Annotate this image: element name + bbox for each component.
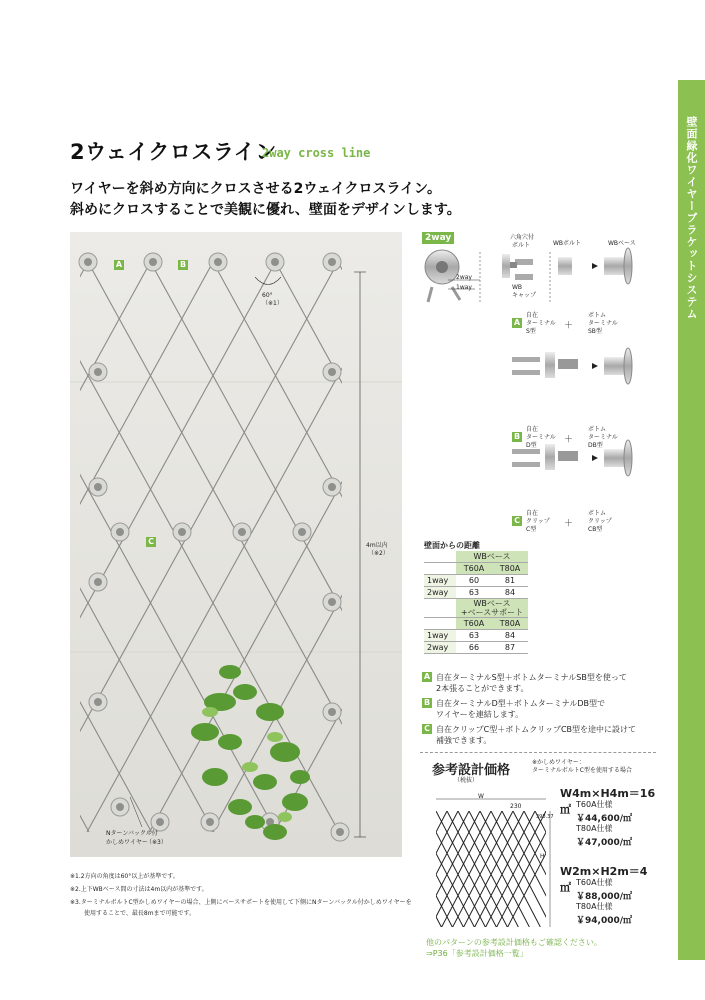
price-ref-1: 他のパターンの参考設計価格もご確認ください。 [426, 938, 602, 947]
part-c-left-3: C型 [526, 526, 537, 533]
wall-bolt [323, 593, 341, 611]
table-cell: 87 [492, 642, 528, 654]
wb-cap-label-1: WB [512, 284, 523, 291]
distance-group1: WBベース [456, 551, 528, 563]
price-size-1: W4m×H4m＝16㎡ [560, 787, 656, 816]
table-cell: 84 [492, 630, 528, 642]
group2-line2: +ベースサポート [460, 608, 524, 617]
part-b-left-2: ターミナル [526, 434, 556, 441]
lead-line-1: ワイヤーを斜め方向にクロスさせる2ウェイクロスライン。 [70, 181, 441, 197]
part-row-a-tag: A [513, 318, 521, 327]
price-2-spec-1: T60A仕様 [576, 878, 613, 887]
note-c-line2: 補強できます。 [436, 736, 492, 745]
height-label: 4m以内 [366, 542, 388, 549]
part-row-c-tag: C [512, 516, 522, 526]
lead-line-2: 斜めにクロスすることで美観に優れ、壁面をデザインします。 [70, 202, 461, 218]
part-c-right-1: ボトム [588, 510, 607, 517]
part-b-plus: ＋ [564, 435, 574, 445]
wb-cap-label-2: キャップ [512, 292, 537, 299]
note-b-line1: 自在ターミナルD型＋ボトムターミナルDB型で [436, 699, 606, 708]
price-ref-link[interactable]: ⇒P36「参考設計価格一覧」 [426, 949, 528, 958]
dim-1way: 1way [456, 284, 472, 291]
part-c-left-2: クリップ [526, 518, 550, 525]
price-size-2: W2m×H2m＝4㎡ [560, 865, 648, 894]
wire-label-1: Nターンバックル付 [106, 830, 158, 837]
part-a-left-1: 自在 [526, 312, 539, 319]
col-t60a: T60A [456, 563, 492, 575]
part-row-b-tag: B [513, 432, 521, 441]
part-b-left-3: D型 [526, 442, 537, 449]
wall-bolt [144, 253, 162, 271]
table-cell: 81 [492, 575, 528, 587]
diagram-w: W [478, 793, 484, 800]
product-photo [70, 232, 402, 857]
col-t60a-2: T60A [456, 618, 492, 630]
group2-line1: WBベース [473, 599, 511, 608]
footnote-1: ※1.2方向の角度は60°以上が基準です。 [70, 873, 179, 880]
table-cell: 84 [492, 587, 528, 599]
page-title: 2ウェイクロスライン [70, 140, 277, 164]
row-label: 1way [424, 575, 456, 587]
distance-title: 壁面からの距離 [424, 541, 480, 550]
parts-diagram [420, 232, 670, 532]
badge-2way: 2way [422, 232, 454, 244]
price-1-value-1: ￥44,600/㎡ [576, 814, 633, 824]
price-caveat-1: ※かしめワイヤー： [532, 759, 585, 766]
dim-2way: 2way [456, 274, 472, 281]
wall-bolt [323, 253, 341, 271]
part-b-right-3: DB型 [588, 442, 603, 449]
distance-table [424, 551, 528, 654]
wall-bolt [209, 253, 227, 271]
part-c-right-3: CB型 [588, 526, 603, 533]
row-label: 1way [424, 630, 456, 642]
price-2-spec-2: T80A仕様 [576, 902, 613, 911]
diagram-d2: 398.37 [536, 814, 554, 820]
note-a-line1: 自在ターミナルS型＋ボトムターミナルSB型を使って [436, 673, 627, 682]
table-cell: 60 [456, 575, 492, 587]
wall-bolt [293, 523, 311, 541]
note-c-tag: C [422, 724, 432, 734]
wall-bolt [89, 573, 107, 591]
row-label: 2way [424, 587, 456, 599]
wire-label-2: かしめワイヤー [106, 839, 148, 846]
wall-bolt [111, 523, 129, 541]
price-2-value-2: ￥94,000/㎡ [576, 916, 633, 926]
hex-bolt-label-1: 六角穴付 [510, 234, 535, 241]
part-b-right-1: ボトム [588, 426, 607, 433]
page-subtitle: 2way cross line [262, 146, 371, 160]
marker-a: A [115, 260, 123, 269]
wb-bolt-label: WBボルト [553, 240, 582, 247]
price-tax: （税抜） [454, 777, 479, 784]
wb-base-label: WBベース [608, 240, 636, 247]
marker-c: C [146, 537, 156, 547]
marker-b: B [179, 260, 187, 269]
diagram-d1: 230 [510, 803, 522, 810]
note-c-line1: 自在クリップC型＋ボトムクリップCB型を途中に設けて [436, 725, 637, 734]
wall-bolt [233, 523, 251, 541]
part-a-right-3: SB型 [588, 328, 602, 335]
footnote-3: ※3.ターミナルボルトC型かしめワイヤーの場合、上側にベースサポートを使用して下側にNターンバックル付かしめワイヤーを [70, 899, 412, 906]
note-b-tag: B [423, 698, 431, 707]
wire-note: （※3） [146, 839, 167, 846]
note-a-tag: A [423, 672, 431, 681]
wall-bolt [201, 813, 219, 831]
wall-bolt [331, 823, 349, 841]
note-b [422, 698, 672, 722]
price-1-spec-1: T60A仕様 [576, 800, 613, 809]
part-c-left-1: 自在 [526, 510, 539, 517]
col-t80a-2: T80A [492, 618, 528, 630]
note-b-line2: ワイヤーを連結します。 [436, 710, 524, 719]
wall-bolt [151, 813, 169, 831]
wall-bolt [111, 798, 129, 816]
diagram-h: H [540, 853, 545, 860]
wire-lattice-illustration [70, 232, 402, 857]
price-section [420, 752, 656, 963]
side-category-tab [678, 80, 705, 960]
table-cell: 63 [456, 630, 492, 642]
part-a-left-3: S型 [526, 328, 536, 335]
part-a-right-1: ボトム [588, 312, 607, 319]
wall-bolt [266, 253, 284, 271]
part-a-left-2: ターミナル [526, 320, 556, 327]
wall-bolt [89, 693, 107, 711]
height-note: （※2） [368, 550, 389, 557]
footnote-2: ※2.上下WBベース間の寸法は4m以内が基準です。 [70, 886, 208, 893]
angle-note: （※1） [262, 300, 283, 307]
price-1-value-2: ￥47,000/㎡ [576, 838, 633, 848]
price-caveat-2: ターミナルボルトC型を使用する場合 [532, 767, 632, 774]
part-a-plus: ＋ [564, 321, 574, 331]
table-cell: 66 [456, 642, 492, 654]
wall-bolt [89, 363, 107, 381]
wall-bolt [323, 363, 341, 381]
wall-bolt [89, 478, 107, 496]
row-label: 2way [424, 642, 456, 654]
side-category-label: 壁面緑化ワイヤーブラケットシステム [685, 116, 698, 320]
price-1-spec-2: T80A仕様 [576, 824, 613, 833]
footnote-3-cont: 使用することで、最長8mまで可能です。 [84, 910, 196, 917]
part-b-right-2: ターミナル [588, 434, 618, 441]
wall-bolt [323, 478, 341, 496]
distance-group2 [456, 599, 528, 618]
angle-label: 60° [262, 292, 273, 299]
note-a-line2: 2本張ることができます。 [436, 684, 529, 693]
part-b-left-1: 自在 [526, 426, 539, 433]
col-t80a: T80A [492, 563, 528, 575]
hex-bolt-label-2: ボルト [512, 242, 531, 249]
wall-bolt [79, 253, 97, 271]
part-a-right-2: ターミナル [588, 320, 618, 327]
price-title: 参考設計価格 [432, 763, 511, 778]
note-a [422, 672, 672, 696]
table-cell: 63 [456, 587, 492, 599]
price-2-value-1: ￥88,000/㎡ [576, 892, 633, 902]
wall-bolt [323, 703, 341, 721]
wall-bolt [173, 523, 191, 541]
part-c-right-2: クリップ [588, 518, 612, 525]
note-c [422, 724, 672, 748]
part-c-plus: ＋ [564, 519, 574, 529]
